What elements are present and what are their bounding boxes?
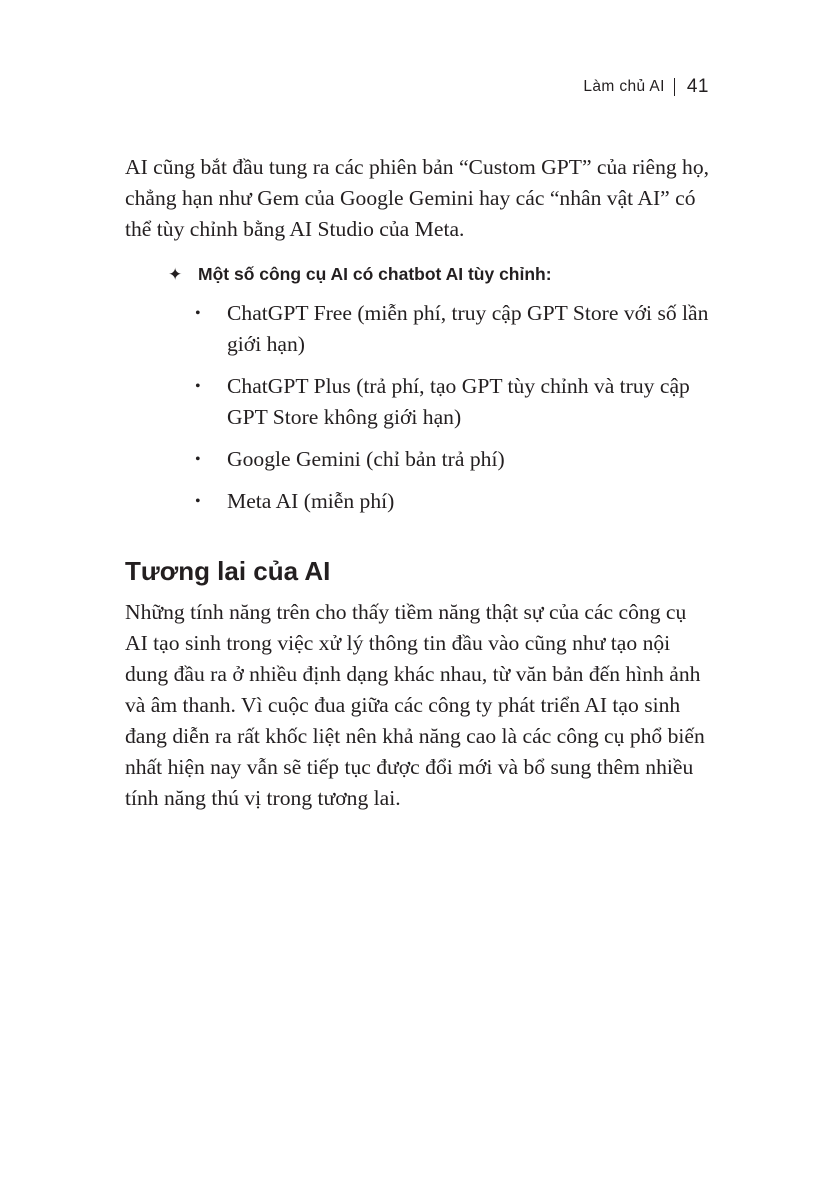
bullet-heading — [168, 261, 713, 288]
section-title: Tương lai của AI — [125, 556, 331, 586]
running-header — [583, 76, 709, 98]
list-item-text: ChatGPT Plus (trả phí, tạo GPT tùy chỉnh và truy cập GPT Store không giới hạn) — [227, 374, 690, 429]
list-item-text: ChatGPT Free (miễn phí, truy cập GPT Store với số lần giới hạn) — [227, 301, 709, 356]
page-number: 41 — [686, 76, 709, 97]
bullet-dot-icon: • — [195, 378, 201, 395]
bullet-dot-icon: • — [195, 493, 201, 510]
list-item — [195, 444, 713, 475]
bullet-dot-icon: • — [195, 451, 201, 468]
section-paragraph: Những tính năng trên cho thấy tiềm năng thật sự của các công cụ AI tạo sinh trong việc xử lý thông tin đầu vào cũng như tạo nội dung đầu ra ở nhiều định dạng khác nhau, từ văn bản đến hình ảnh và âm thanh. Vì cuộc đua giữa các công ty phát triển AI tạo sinh đang diễn ra rất khốc liệt nên khả năng cao là các công cụ phổ biến nhất hiện nay vẫn sẽ tiếp tục được đổi mới và bổ sung thêm nhiều tính năng thú vị trong tương lai. — [125, 600, 705, 810]
intro-paragraph: AI cũng bắt đầu tung ra các phiên bản “Custom GPT” của riêng họ, chẳng hạn như Gem của Google Gemini hay các “nhân vật AI” có thể tùy chỉnh bằng AI Studio của Meta. — [125, 155, 710, 241]
list-item — [195, 298, 713, 360]
four-point-star-icon: ✦ — [168, 265, 183, 284]
bullet-dot-icon: • — [195, 305, 201, 322]
header-divider — [674, 78, 675, 96]
tool-list — [195, 298, 713, 517]
list-item — [195, 486, 713, 517]
list-item-text: Meta AI (miễn phí) — [227, 489, 395, 513]
bullet-heading-text: Một số công cụ AI có chatbot AI tùy chỉnh: — [198, 264, 552, 284]
list-item-text: Google Gemini (chỉ bản trả phí) — [227, 447, 505, 471]
running-title: Làm chủ AI — [583, 78, 665, 95]
list-item — [195, 371, 713, 433]
page-body — [125, 152, 713, 814]
